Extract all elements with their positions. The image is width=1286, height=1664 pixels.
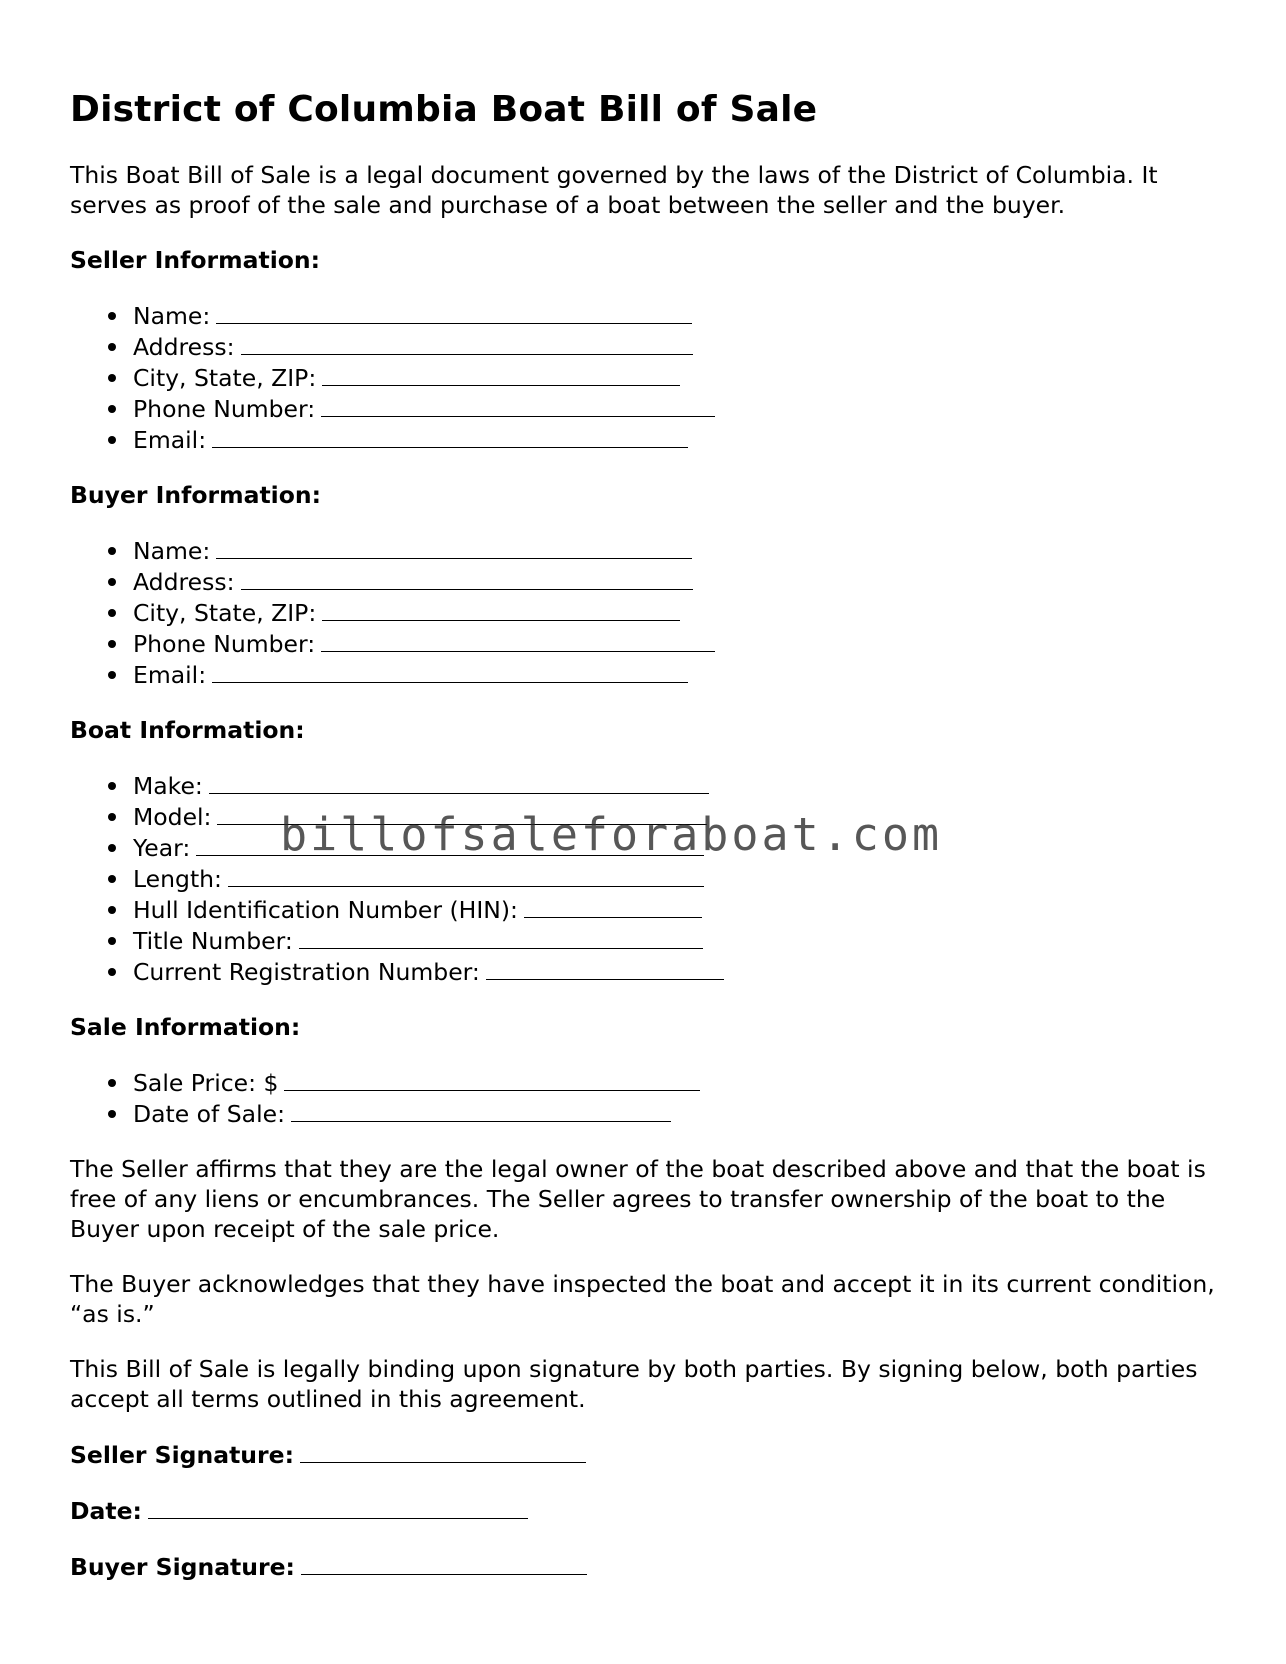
- buyer-heading: Buyer Information:: [70, 481, 322, 509]
- buyer-phone-field: Phone Number:: [133, 628, 1220, 659]
- boat-length-blank[interactable]: [228, 863, 704, 887]
- boat-fields: [70, 770, 1220, 987]
- boat-registration-blank[interactable]: [486, 956, 724, 980]
- buyer-email-blank[interactable]: [212, 659, 688, 683]
- seller-city-field: City, State, ZIP:: [133, 362, 1220, 393]
- watermark-text: billofsaleforaboat.com: [280, 808, 943, 861]
- sale-fields: [70, 1067, 1220, 1129]
- boat-year-field: Year:: [133, 832, 1220, 863]
- seller-fields: [70, 300, 1220, 455]
- boat-length-field: Length:: [133, 863, 1220, 894]
- seller-email-blank[interactable]: [212, 424, 688, 448]
- seller-email-field: Email:: [133, 424, 1220, 455]
- date-blank[interactable]: [148, 1495, 528, 1519]
- buyer-address-field: Address:: [133, 566, 1220, 597]
- seller-address-field: Address:: [133, 331, 1220, 362]
- buyer-address-blank[interactable]: [241, 566, 693, 590]
- boat-make-blank[interactable]: [209, 770, 709, 794]
- seller-affirmation-paragraph: The Seller affirms that they are the legal owner of the boat described above and that the boat is free of any liens or encumbrances. The Seller agrees to transfer ownership of the boat to the Buyer upon receipt of the sale price.: [70, 1155, 1206, 1243]
- buyer-signature-line: Buyer Signature:: [70, 1551, 1220, 1582]
- sale-heading: Sale Information:: [70, 1013, 301, 1041]
- boat-hin-field: Hull Identification Number (HIN):: [133, 894, 1220, 925]
- boat-make-field: Make:: [133, 770, 1220, 801]
- sale-price-field: Sale Price: $: [133, 1067, 1220, 1098]
- buyer-acknowledgement-paragraph: The Buyer acknowledges that they have inspected the boat and accept it in its current condition, “as is.”: [70, 1270, 1215, 1328]
- buyer-city-field: City, State, ZIP:: [133, 597, 1220, 628]
- sale-date-field: Date of Sale:: [133, 1098, 1220, 1129]
- buyer-city-blank[interactable]: [322, 597, 680, 621]
- seller-heading: Seller Information:: [70, 246, 321, 274]
- seller-name-field: Name:: [133, 300, 1220, 331]
- intro-paragraph: This Boat Bill of Sale is a legal document governed by the laws of the District of Columbia. It serves as proof of the sale and purchase of a boat between the seller and the buyer.: [70, 161, 1158, 219]
- buyer-name-blank[interactable]: [216, 535, 692, 559]
- seller-signature-line: Seller Signature:: [70, 1439, 1220, 1470]
- buyer-signature-blank[interactable]: [301, 1551, 587, 1575]
- boat-hin-blank[interactable]: [524, 894, 702, 918]
- seller-city-blank[interactable]: [322, 362, 680, 386]
- document-title: District of Columbia Boat Bill of Sale: [70, 89, 818, 130]
- buyer-phone-blank[interactable]: [321, 628, 715, 652]
- buyer-email-field: Email:: [133, 659, 1220, 690]
- buyer-fields: [70, 535, 1220, 690]
- seller-phone-blank[interactable]: [321, 393, 715, 417]
- boat-registration-field: Current Registration Number:: [133, 956, 1220, 987]
- boat-model-field: Model:: [133, 801, 1220, 832]
- date-line: Date:: [70, 1495, 1220, 1526]
- seller-phone-field: Phone Number:: [133, 393, 1220, 424]
- sale-price-blank[interactable]: [284, 1067, 700, 1091]
- seller-address-blank[interactable]: [241, 331, 693, 355]
- boat-heading: Boat Information:: [70, 716, 305, 744]
- buyer-name-field: Name:: [133, 535, 1220, 566]
- binding-paragraph: This Bill of Sale is legally binding upon signature by both parties. By signing below, both parties accept all terms outlined in this agreement.: [70, 1355, 1198, 1413]
- boat-title-number-field: Title Number:: [133, 925, 1220, 956]
- sale-date-blank[interactable]: [291, 1098, 671, 1122]
- seller-name-blank[interactable]: [216, 300, 692, 324]
- seller-signature-blank[interactable]: [300, 1439, 586, 1463]
- boat-title-number-blank[interactable]: [299, 925, 703, 949]
